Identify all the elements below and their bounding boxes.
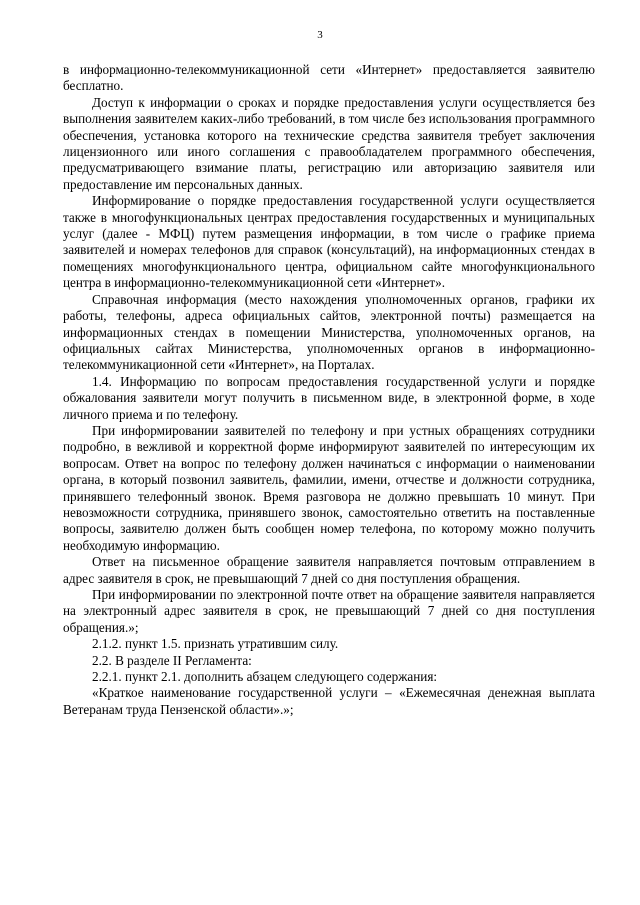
- paragraph-item-2-2-1: 2.2.1. пункт 2.1. дополнить абзацем следующего содержания:: [92, 669, 438, 685]
- paragraph-item-2-1-2: 2.1.2. пункт 1.5. признать утратившим силу.: [92, 636, 339, 652]
- paragraph-phone-info: При информировании заявителей по телефону и при устных обращениях сотрудники подробно, в вежливой и корректной форме информируют заявителей по интересующим их вопросам. Ответ на вопрос по телефону должен начинаться с информации о наименовании органа, в который позвонил заявитель, фамилии, имени, отчестве и должности сотрудника, принявшего телефонный звонок. Время разговора не должно превышать 10 минут. При невозможности сотрудника, принявшего звонок, самостоятельно ответить на поставленные вопросы, заявителю должен быть сообщен номер телефона, по которому можно получить необходимую информацию.: [63, 422, 595, 553]
- paragraph-item-2-2: 2.2. В разделе II Регламента:: [92, 652, 252, 668]
- paragraph-short-name: «Краткое наименование государственной услуги – «Ежемесячная денежная выплата Ветеранам труда Пензенской области».»;: [63, 685, 595, 717]
- paragraph-mfc-info: Информирование о порядке предоставления государственной услуги осуществляется также в многофункциональных центрах предоставления государственных и муниципальных услуг (далее - МФЦ) путем размещения информации, в том числе о графике приема заявителей и номерах телефонов для справок (консультаций), на информационных стендах в помещениях многофункционального центра, официальном сайте многофункционального центра в информационно-телекоммуникационной сети «Интернет».: [63, 193, 595, 291]
- paragraph-email-answer: При информировании по электронной почте ответ на обращение заявителя направляется на электронный адрес заявителя в срок, не превышающий 7 дней со дня поступления обращения.»;: [63, 587, 595, 635]
- paragraph-access-info: Доступ к информации о сроках и порядке предоставления услуги осуществляется без выполнения заявителем каких-либо требований, в том числе без использования программного обеспечения, установка которого на технические средства заявителя требует заключения лицензионного или иного соглашения с правообладателем программного обеспечения, предусматривающего взимание платы, регистрацию или авторизацию заявителя или предоставление им персональных данных.: [63, 94, 595, 192]
- document-body: [63, 62, 595, 718]
- paragraph-written-answer: Ответ на письменное обращение заявителя направляется почтовым отправлением в адрес заявителя в срок, не превышающий 7 дней со дня поступления обращения.: [63, 554, 595, 586]
- page-number: 3: [317, 29, 323, 41]
- paragraph-reference-info: Справочная информация (место нахождения уполномоченных органов, графики их работы, телефоны, адреса официальных сайтов, электронной почты) размещается на информационных стендах в помещении Министерства, уполномоченных органов, на официальных сайтах Министерства, уполномоченных органов в информационно-телекоммуникационной сети «Интернет», на Порталах.: [63, 291, 595, 373]
- paragraph-internet-free: в информационно-телекоммуникационной сети «Интернет» предоставляется заявителю бесплатно.: [63, 62, 595, 94]
- paragraph-section-1-4: 1.4. Информацию по вопросам предоставления государственной услуги и порядке обжалования заявители могут получить в письменном виде, в электронной форме, в ходе личного приема и по телефону.: [63, 373, 595, 422]
